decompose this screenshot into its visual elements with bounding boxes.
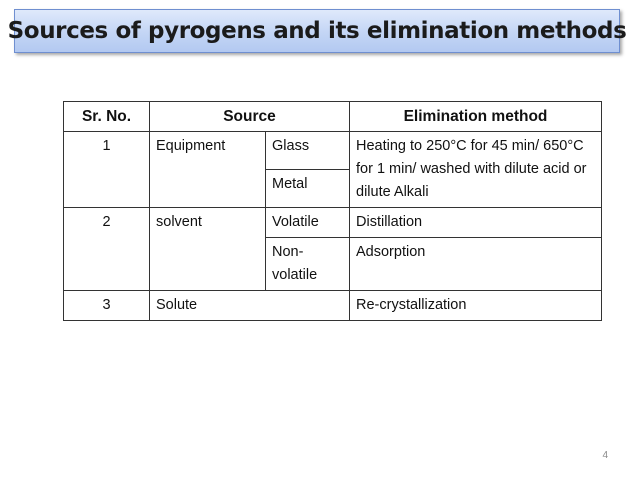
row-1-subsource-glass: Glass bbox=[266, 132, 350, 170]
table-row bbox=[64, 208, 602, 238]
row-1-subsource-metal: Metal bbox=[266, 170, 350, 208]
row-3-source: Solute bbox=[150, 291, 350, 321]
row-2-source: solvent bbox=[150, 208, 266, 291]
row-1-source: Equipment bbox=[150, 132, 266, 208]
row-1-sr-no: 1 bbox=[64, 132, 150, 208]
slide-title-banner bbox=[7, 9, 627, 53]
pyrogen-sources-table bbox=[63, 101, 602, 321]
table-row bbox=[64, 291, 602, 321]
row-2-subsource-volatile: Volatile bbox=[266, 208, 350, 238]
header-elimination-method: Elimination method bbox=[350, 102, 602, 132]
row-2-sr-no: 2 bbox=[64, 208, 150, 291]
page-number: 4 bbox=[602, 450, 608, 461]
row-1-method: Heating to 250°C for 45 min/ 650°C for 1 min/ washed with dilute acid or dilute Alkali bbox=[350, 132, 602, 208]
header-sr-no: Sr. No. bbox=[64, 102, 150, 132]
header-source: Source bbox=[150, 102, 350, 132]
row-3-sr-no: 3 bbox=[64, 291, 150, 321]
table-row bbox=[64, 132, 602, 170]
slide-title: Sources of pyrogens and its elimination methods bbox=[7, 18, 627, 44]
row-3-method: Re-crystallization bbox=[350, 291, 602, 321]
row-2-method-distillation: Distillation bbox=[350, 208, 602, 238]
table-header-row bbox=[64, 102, 602, 132]
row-2-subsource-non-volatile: Non-volatile bbox=[266, 238, 350, 291]
row-2-method-adsorption: Adsorption bbox=[350, 238, 602, 291]
